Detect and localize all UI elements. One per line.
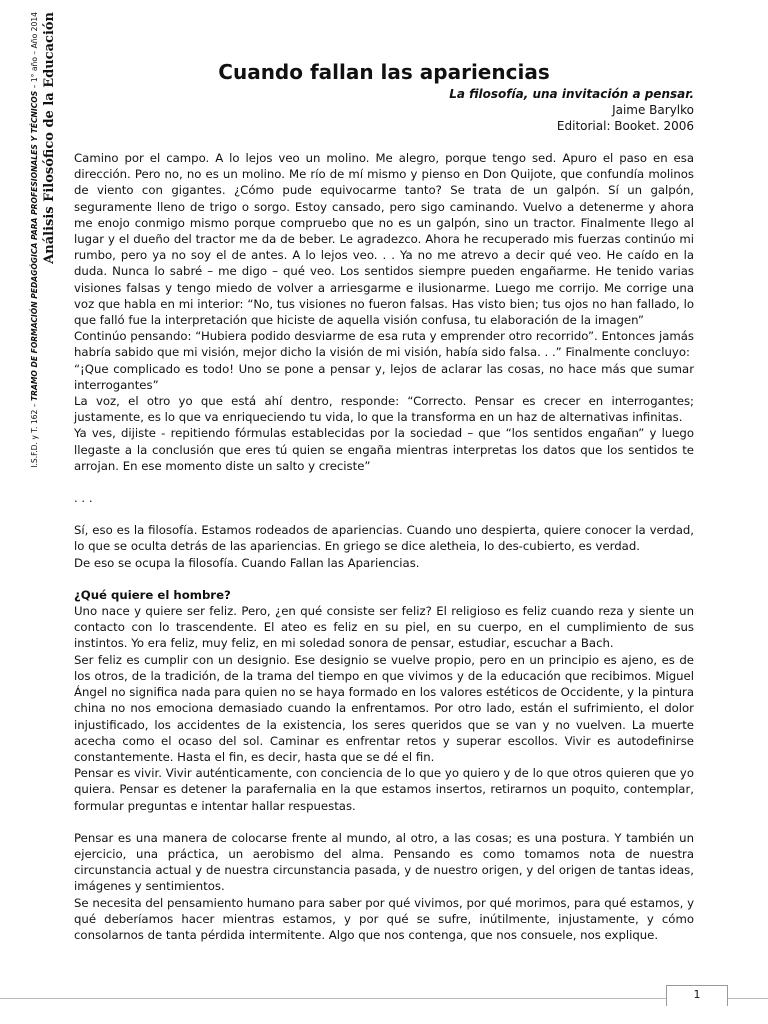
ellipsis-separator: . . . [74,491,93,506]
paragraph: Uno nace y quiere ser feliz. Pero, ¿en qué consiste ser feliz? El religioso es feliz cuando reza y siente un contacto con lo trascendente. El ateo es feliz en su piel, en su cuerpo, en el cumplimiento de sus instintos. Yo era feliz, muy feliz, en mi soledad sonora de pensar, estudiar, escuchar a Bach. [74,604,694,651]
paragraph: “¡Que complicado es todo! Uno se pone a pensar y, lejos de aclarar las cosas, no hace más que sumar interrogantes” [74,361,694,392]
paragraph: Se necesita del pensamiento humano para saber por qué vivimos, por qué morimos, para qué estamos, y qué deberíamos hacer mientras estamos, y por qué se sufre, inútilmente, injustamente, y cómo consolarnos de tanta pérdida intermitente. Algo que nos contenga, que nos consuele, nos explique. [74,895,694,942]
author: Jaime Barylko [612,103,694,117]
page-number: 1 [666,985,728,1006]
document-body [74,150,694,943]
paragraph: Camino por el campo. A lo lejos veo un molino. Me alegro, porque tengo sed. Apuro el paso en esa dirección. Pero no, no es un molino. Me río de mí mismo y pienso en Don Quijote, que confundía molinos de viento con gigantes. ¿Cómo pude equivocarme tanto? Se trata de un galpón. Sí un galpón, seguramente lleno de trigo o sorgo. Estoy cansado, pero sigo caminando. Vuelvo a detenerme y ahora me enojo conmigo mismo porque compruebo que no es un galpón, sino un tractor. Finalmente llego al lugar y el dueño del tractor me da de beber. Le agradezco. Ahora he recuperado mis fuerzas continúo mi rumbo, pero ya no soy el de antes. A lo lejos veo. . . Ya no me atrevo a decir qué veo. He caído en la duda. Nunca lo sabré – me digo – qué veo. Los sentidos siempre pueden engañarme. He tenido varias visiones falsas y tengo miedo de volver a arriesgarme e ilusionarme. Luego me corrijo. Me corrige una voz que habla en mi interior: “No, tus visiones no fueron falsas. Has visto bien; tus ojos no han fallado, lo que falló fue la interpretación que hiciste de aquella visión confusa, tu elaboración de la imagen” [74,151,694,328]
document-page [74,60,694,943]
paragraph: De eso se ocupa la filosofía. Cuando Fallan las Apariencias. [74,555,420,570]
sidebar-rotated-block [28,12,58,532]
spacer [74,814,694,830]
document-meta [74,86,694,134]
paragraph: La voz, el otro yo que está ahí dentro, responde: “Correcto. Pensar es crecer en interrogantes; justamente, es lo que va enriqueciendo tu vida, lo que la transforma en un haz de alternativas infinitas. [74,394,694,425]
footer-divider [0,998,768,999]
course-info [28,12,42,532]
paragraph: Ya ves, dijiste - repitiendo fórmulas establecidas por la sociedad – que “los sentidos engañan” y luego llegaste a la conclusión que eres tú quien se engaña mientras interpretas los datos que los sentidos te arrojan. En ese momento diste un salto y creciste” [74,426,694,473]
course-info-prefix: I.S.F.D. y T. 162 – [30,401,39,468]
course-title: Análisis Filosófico de la Educación [42,12,57,264]
document-title: Cuando fallan las apariencias [218,60,550,84]
course-info-bold: TRAMO DE FORMACIÓN PEDAGÓGICA PARA PROFESIONALES Y TÉCNICOS [30,90,39,402]
spacer [74,506,694,522]
sidebar-vertical [14,12,58,532]
paragraph: Pensar es vivir. Vivir auténticamente, con conciencia de lo que yo quiero y de lo que otros quieren que yo quiera. Pensar es detener la parafernalia en la que estamos insertos, retirarnos un poquito, contemplar, formular preguntas e intentar hallar respuestas. [74,766,694,813]
course-info-suffix: – 1° año – Año 2014 [30,12,39,91]
section-heading: ¿Qué quiere el hombre? [74,587,231,602]
spacer [74,571,694,587]
paragraph: Pensar es una manera de colocarse frente al mundo, al otro, a las cosas; es una postura. Y también un ejercicio, una práctica, un aerobismo del alma. Pensando es como tomamos nota de nuestra circunstancia actual y de nuestra circunstancia pasada, y de nuestro origen, y del origen de tantas ideas, imágenes y sentimientos. [74,830,694,894]
spacer [74,474,694,490]
publisher: Editorial: Booket. 2006 [556,119,694,133]
paragraph: Continúo pensando: “Hubiera podido desviarme de esa ruta y emprender otro recorrido”. Entonces jamás habría sabido que mi visión, mejor dicho la visión de mi visión, había sido falsa. . .” Finalmente concluyo: [74,329,694,360]
document-subtitle: La filosofía, una invitación a pensar. [449,87,694,101]
paragraph: Sí, eso es la filosofía. Estamos rodeados de apariencias. Cuando uno despierta, quiere conocer la verdad, lo que se oculta detrás de las apariencias. En griego se dice aletheia, lo des-cubierto, es verdad. [74,523,694,554]
paragraph: Ser feliz es cumplir con un designio. Ese designio se vuelve propio, pero en un principio es ajeno, es de los otros, de la tradición, de la trama del tiempo en que vivimos y de la educación que recibimos. Miguel Ángel no significa nada para quien no se haya formado en los valores estéticos de Occidente, y la pintura china no nos emociona demasiado cuando la enfrentamos. Por otro lado, están el sufrimiento, el dolor injustificado, los accidentes de la existencia, los seres queridos que se van y no vuelven. La muerte acecha como el ocaso del sol. Caminar es enfrentar retos y superar escollos. Vivir es autodefinirse constantemente. Hasta el fin, es decir, hasta que se dé el fin. [74,652,694,764]
